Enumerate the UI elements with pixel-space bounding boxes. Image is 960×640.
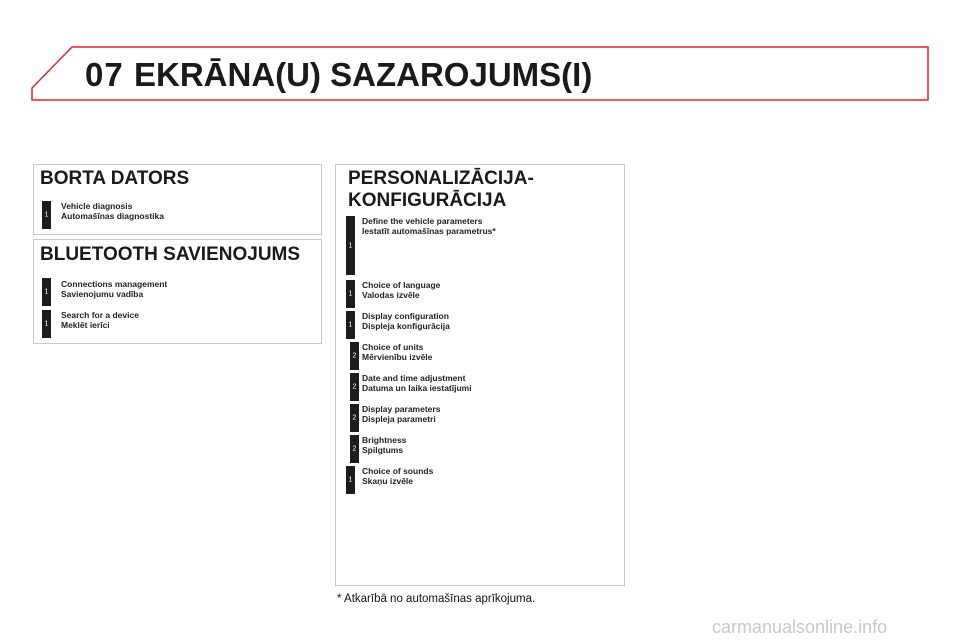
entry-label-en: Define the vehicle parameters <box>362 216 483 226</box>
level-badge: 1 <box>346 216 355 275</box>
level-badge: 1 <box>42 201 51 229</box>
personalizacija-title <box>348 168 534 212</box>
entry-label-en: Display configuration <box>362 311 449 321</box>
level-badge: 2 <box>350 373 359 401</box>
entry-label-lv: Automašīnas diagnostika <box>61 211 164 221</box>
level-badge: 2 <box>350 404 359 432</box>
borta-dators-panel <box>33 164 322 235</box>
entry-label-lv: Displeja konfigurācija <box>362 321 450 331</box>
entry-label-lv: Skaņu izvēle <box>362 476 414 486</box>
entry-label-lv: Savienojumu vadība <box>61 289 144 299</box>
entry-label-lv: Iestatīt automašīnas parametrus* <box>362 226 496 236</box>
entry-label-lv: Valodas izvēle <box>362 290 420 300</box>
entry-label-lv: Displeja parametri <box>362 414 436 424</box>
level-badge: 1 <box>42 278 51 306</box>
level-badge: 1 <box>42 310 51 338</box>
title-line-2: KONFIGURĀCIJA <box>348 190 507 211</box>
bluetooth-panel <box>33 239 322 344</box>
level-badge: 2 <box>350 435 359 463</box>
entry-label-lv: Meklēt ierīci <box>61 320 110 330</box>
entry-label-lv: Spilgtums <box>362 445 404 455</box>
entry-label-en: Display parameters <box>362 404 441 414</box>
entry-label-en: Date and time adjustment <box>362 373 466 383</box>
watermark: carmanualsonline.info <box>712 617 888 637</box>
chapter-number: 07 <box>85 56 124 93</box>
personalizacija-panel <box>335 164 625 586</box>
entry-label-lv: Mērvienību izvēle <box>362 352 433 362</box>
entry-label-en: Brightness <box>362 435 407 445</box>
level-badge: 1 <box>346 280 355 308</box>
level-badge: 2 <box>350 342 359 370</box>
borta-dators-title: BORTA DATORS <box>40 168 190 189</box>
entry-label-en: Vehicle diagnosis <box>61 201 133 211</box>
entry-label-en: Search for a device <box>61 310 139 320</box>
entry-label-en: Choice of sounds <box>362 466 434 476</box>
level-badge: 1 <box>346 466 355 494</box>
entry-label-lv: Datuma un laika iestatījumi <box>362 383 472 393</box>
level-badge: 1 <box>346 311 355 339</box>
entry-label-en: Choice of units <box>362 342 424 352</box>
entry-label-en: Choice of language <box>362 280 441 290</box>
title-line-1: PERSONALIZĀCIJA- <box>348 168 534 189</box>
page-title: EKRĀNA(U) SAZAROJUMS(I) <box>134 56 593 93</box>
bluetooth-title: BLUETOOTH SAVIENOJUMS <box>40 244 301 265</box>
entry-label-en: Connections management <box>61 279 168 289</box>
footnote: * Atkarībā no automašīnas aprīkojuma. <box>337 593 536 605</box>
